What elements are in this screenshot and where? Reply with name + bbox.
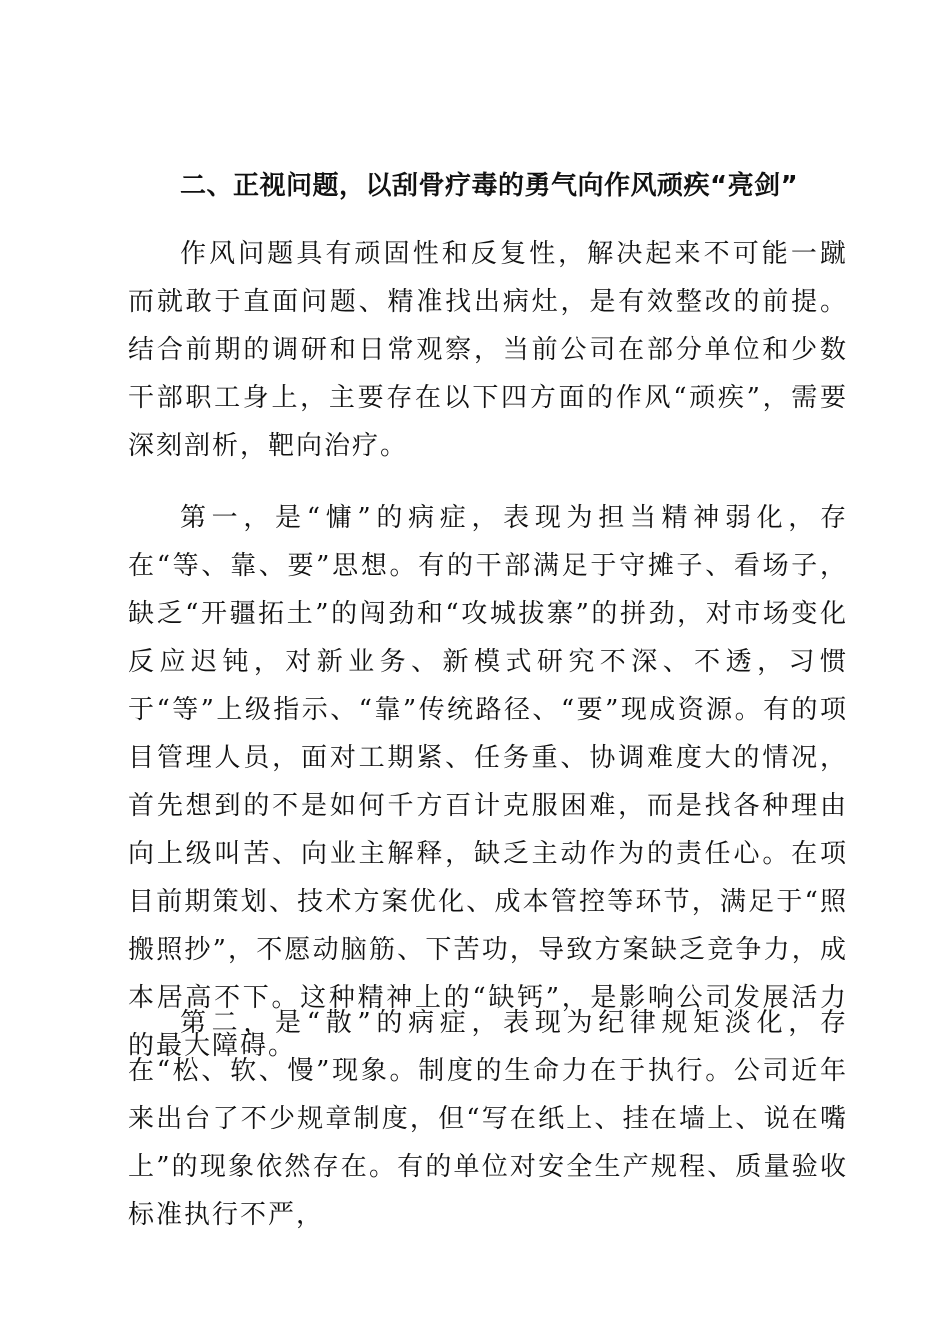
paragraph-first-issue: 第一，是“慵”的病症，表现为担当精神弱化，存在“等、靠、要”思想。有的干部满足于守摊子、看场子，缺乏“开疆拓土”的闯劲和“攻城拔寨”的拼劲，对市场变化反应迟钝，对新业务、新模式研究不深、不透，习惯于“等”上级指示、“靠”传统路径、“要”现成资源。有的项目管理人员，面对工期紧、任务重、协调难度大的情况，首先想到的不是如何千方百计克服困难，而是找各种理由向上级叫苦、向业主解释，缺乏主动作为的责任心。在项目前期策划、技术方案优化、成本管控等环节，满足于“照搬照抄”，不愿动脑筋、下苦功，导致方案缺乏竞争力，成本居高不下。这种精神上的“缺钙”，是影响公司发展活力的最大障碍。 — [128, 503, 848, 1061]
paragraph-intro: 作风问题具有顽固性和反复性，解决起来不可能一蹴而就敢于直面问题、精准找出病灶，是有效整改的前提。结合前期的调研和日常观察，当前公司在部分单位和少数干部职工身上，主要存在以下四方面的作风“顽疾”，需要深刻剖析，靶向治疗。 — [128, 239, 848, 461]
paragraph-second-issue: 第二，是“散”的病症，表现为纪律规矩淡化，存在“松、软、慢”现象。制度的生命力在于执行。公司近年来出台了不少规章制度，但“写在纸上、挂在墙上、说在嘴上”的现象依然存在。有的单位对安全生产规程、质量验收标准执行不严， — [128, 1008, 848, 1230]
section-heading: 二、正视问题，以刮骨疗毒的勇气向作风顽疾“亮剑” — [180, 171, 799, 201]
